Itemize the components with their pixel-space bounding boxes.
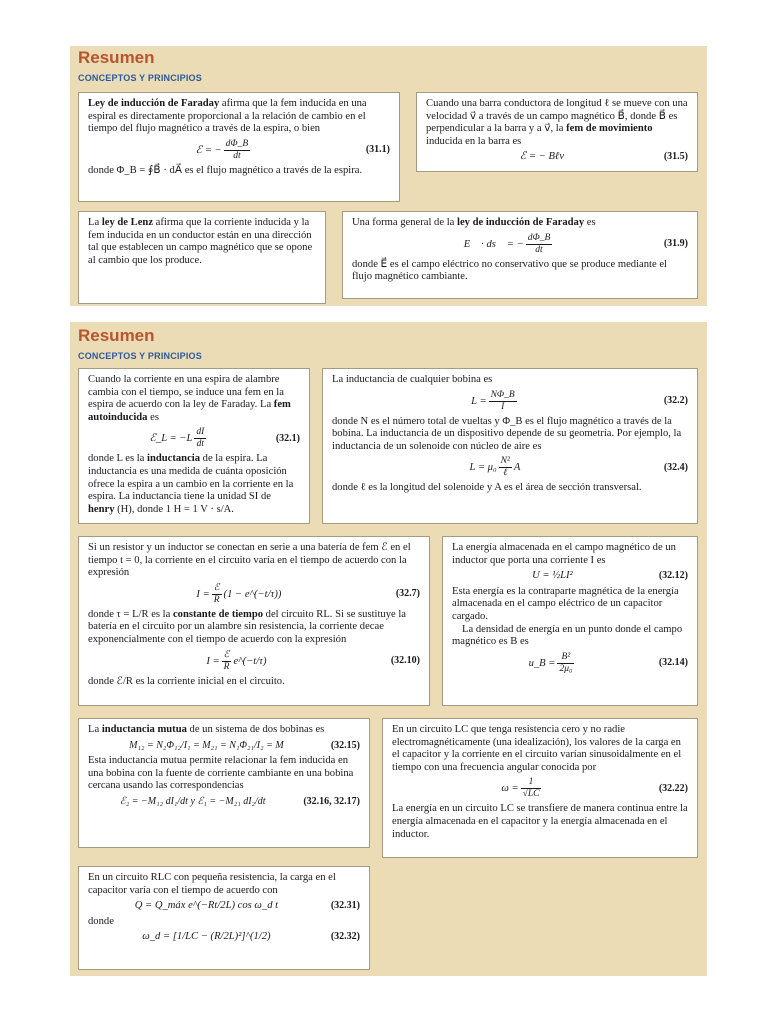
energy-mid-2: La densidad de energía en un punto donde el campo magnético es B es	[452, 623, 683, 648]
eq-lhs: ∮E⃗ · ds⃗ = −	[455, 238, 524, 250]
eq-lhs: L =	[471, 395, 487, 407]
equation-32-14	[452, 652, 688, 675]
eq-den: ℓ	[503, 468, 508, 479]
general-after: donde E⃗ es el campo eléctrico no conservativo que se produce mediante el flujo magnético cambiante.	[352, 258, 667, 283]
equation-31-5	[426, 151, 688, 164]
equation-32-2	[332, 390, 688, 413]
lc-circuit-box	[382, 718, 698, 858]
eq-number: (31.9)	[663, 237, 688, 249]
term-motional-emf: fem de movimiento	[566, 123, 653, 135]
mutual-text-2: de un sistema de dos bobinas es	[186, 724, 325, 735]
equation-32-32	[88, 931, 360, 944]
eq-number: (32.16, 32.17)	[303, 795, 360, 807]
eq-lhs: ℰ_L = −L	[149, 433, 193, 445]
faraday-general-box	[342, 211, 698, 299]
eq-body: U = ½LI²	[532, 570, 573, 582]
magnetic-energy-box	[442, 536, 698, 706]
eq-number: (32.32)	[330, 931, 360, 943]
eq-den: R	[223, 661, 230, 672]
eq-den: 2μ₀	[559, 663, 573, 674]
term-time-constant: constante de tiempo	[172, 608, 264, 620]
equation-32-22	[392, 777, 688, 800]
energy-text: La energía almacenada en el campo magnético de un inductor que porta una corriente I es	[452, 542, 676, 566]
eq-number: (32.15)	[330, 739, 360, 751]
lc-after: La energía en un circuito LC se transfiere de manera continua entre la energía almacenada en el capacitor y la energía almacenada en el inductor.	[392, 803, 688, 840]
faraday-law-box	[78, 92, 400, 202]
eq-body: Q = Q_máx e^(−Rt/2L) cos ω_d t	[134, 900, 279, 912]
eq-body: ℰ = − Bℓv	[519, 151, 565, 163]
coil-inductance-box	[322, 368, 698, 524]
eq-number: (32.12)	[658, 570, 688, 582]
self-after-3: (H), donde 1 H = 1 V · s/A.	[114, 503, 234, 515]
summary-panel-ch32	[70, 322, 707, 976]
eq-lhs: ω =	[501, 783, 519, 795]
faraday-after: donde Φ_B = ∮B⃗ · dA⃗ es el flujo magnético a través de la espira.	[88, 164, 363, 176]
eq-lhs: I =	[206, 655, 220, 667]
rl-mid-2: del circuito RL. Si se sustituye la batería en el circuito por un alambre sin resistencia, la corriente decae exponencialmente con el tiempo de acuerdo con la expresión	[88, 608, 407, 645]
eq-number: (32.22)	[658, 782, 688, 794]
eq-number: (31.1)	[365, 143, 390, 155]
eq-den: I	[501, 401, 505, 412]
rlc-mid: donde	[88, 915, 114, 927]
equation-32-15	[88, 740, 360, 753]
equation-32-10	[88, 650, 420, 673]
panel-subtitle: CONCEPTOS Y PRINCIPIOS	[78, 351, 202, 361]
eq-lhs: u_B =	[528, 657, 556, 669]
eq-num: 1	[521, 777, 542, 789]
motional-text-1: Cuando una barra conductora de longitud ℓ se mueve con una velocidad v⃗ a través de un campo magnético B⃗, donde B⃗ es perpendicular a la barra y a v⃗, la	[426, 98, 688, 135]
rl-circuit-box	[78, 536, 430, 706]
eq-num: ℰ	[222, 650, 232, 662]
self-after-1: donde L es la	[88, 453, 148, 465]
eq-den: dt	[196, 439, 205, 450]
equation-32-7	[88, 583, 420, 606]
rl-mid-1: donde τ = L/R es la	[88, 608, 173, 620]
eq-num: N²	[500, 456, 510, 467]
lenz-text-2: afirma que la corriente inducida y la fem inducida en un conductor están en una dirección tal que establecen un campo magnético que se opone al cambio que los produce.	[88, 217, 313, 266]
panel-title: Resumen	[78, 48, 155, 67]
eq-number: (32.2)	[663, 394, 688, 406]
equation-31-9	[352, 233, 688, 256]
eq-number: (32.14)	[658, 656, 688, 668]
term-inductance: inductancia	[147, 453, 201, 465]
general-text-2: es	[584, 217, 596, 228]
eq-rhs: e^(−t/τ)	[233, 655, 267, 667]
eq-rhs: A	[513, 462, 521, 474]
lenz-text-1: La	[88, 217, 102, 228]
term-mutual-inductance: inductancia mutua	[101, 724, 187, 735]
faraday-text: afirma que la fem inducida en una espiral es directamente proporcional a la relación de cambio en el tiempo del flujo magnético a través de la espira, o bien	[88, 98, 367, 135]
eq-num: B²	[557, 652, 574, 664]
term-faraday-general: ley de inducción de Faraday	[457, 217, 585, 228]
eq-number: (32.1)	[275, 432, 300, 444]
eq-num: dΦ_B	[527, 232, 551, 243]
term-henry: henry	[88, 503, 115, 515]
motional-text-2: inducida en la barra es	[426, 135, 522, 147]
eq-num: ℰ	[212, 583, 222, 595]
eq-lhs: L = μ₀	[469, 462, 497, 474]
panel-subtitle: CONCEPTOS Y PRINCIPIOS	[78, 73, 202, 83]
coil-after: donde ℓ es la longitud del solenoide y A es el área de sección transversal.	[332, 482, 642, 494]
equation-32-4	[332, 456, 688, 479]
eq-number: (31.5)	[663, 151, 688, 163]
mutual-inductance-box	[78, 718, 370, 848]
rl-text: Si un resistor y un inductor se conectan en serie a una batería de fem ℰ en el tiempo t = 0, la corriente en el circuito varía en el tiempo de acuerdo con la expresión	[88, 542, 411, 579]
eq-lhs: I =	[196, 588, 210, 600]
mutual-text-1: La	[88, 724, 102, 735]
eq-num: dΦ_B	[225, 138, 249, 149]
equation-32-1	[88, 427, 300, 450]
lc-text: En un circuito LC que tenga resistencia cero y no radie electromagnéticamente (una idealización), los valores de la carga en el capacitor y la corriente en el circuito varían sinusoidalmente en el tiempo con una frecuencia angular conocida por	[392, 724, 682, 773]
equation-32-12	[452, 570, 688, 583]
eq-body: ℰ₂ = −M₁₂ dI₁/dt y ℰ₁ = −M₂₁ dI₂/dt	[119, 795, 266, 807]
eq-den: R	[213, 594, 220, 605]
eq-num: dI	[196, 427, 205, 438]
coil-mid: donde N es el número total de vueltas y Φ_B es el flujo magnético a través de la bobina. La inductancia de un dispositivo depende de su geometría. Por ejemplo, la inductancia de un solenoide con núcleo de aire es	[332, 415, 682, 452]
coil-text: La inductancia de cualquier bobina es	[332, 374, 493, 385]
eq-rhs: (1 − e^(−t/τ))	[223, 588, 282, 600]
equation-32-31	[88, 900, 360, 913]
eq-lhs: ℰ = −	[195, 144, 222, 156]
equation-32-16-17	[88, 796, 360, 809]
panel-title: Resumen	[78, 326, 155, 345]
term-faraday: Ley de inducción de Faraday	[88, 98, 220, 109]
self-inductance-box	[78, 368, 310, 524]
motional-emf-box	[416, 92, 698, 172]
mutual-mid: Esta inductancia mutua permite relacionar la fem inducida en una bobina con la fuente de corriente cambiante en una bobina cercana usando las correspondencias	[88, 755, 354, 792]
eq-number: (32.4)	[663, 461, 688, 473]
rl-after: donde ℰ/R es la corriente inicial en el circuito.	[88, 675, 285, 687]
equation-31-1	[88, 139, 390, 162]
rlc-circuit-box	[78, 866, 370, 970]
rlc-text: En un circuito RLC con pequeña resistencia, la carga en el capacitor varía con el tiempo de acuerdo con	[88, 872, 336, 896]
self-ind-text-1: Cuando la corriente en una espira de alambre cambia con el tiempo, se induce una fem en la espira de acuerdo con la ley de Faraday. La	[88, 374, 284, 411]
eq-number: (32.31)	[330, 900, 360, 912]
self-after-2: de la espira. La inductancia es una medida de cuánta oposición ofrece la espira a un cambio en la corriente en la espira. La inductancia tiene la unidad SI de	[88, 453, 294, 503]
eq-den: dt	[535, 244, 543, 255]
eq-den: √LC	[522, 789, 540, 800]
energy-mid: Esta energía es la contraparte magnética de la energía almacenada en el campo eléctrico de un capacitor cargado.	[452, 585, 679, 622]
eq-num: NΦ_B	[490, 389, 515, 400]
eq-body: M₁₂ = N₂Φ₁₂/I₁ = M₂₁ = N₁Φ₂₁/I₂ = M	[129, 739, 284, 751]
eq-number: (32.7)	[395, 587, 420, 599]
eq-body: ω_d = [1/LC − (R/2L)²]^(1/2)	[142, 931, 271, 943]
general-text-1: Una forma general de la	[352, 217, 458, 228]
lenz-law-box	[78, 211, 326, 304]
term-self-emf: fem autoinducida	[88, 399, 291, 423]
term-lenz: ley de Lenz	[101, 217, 154, 228]
eq-number: (32.10)	[390, 654, 420, 666]
self-ind-text-2: es	[147, 411, 159, 423]
summary-panel-ch31	[70, 46, 707, 306]
eq-den: dt	[233, 150, 241, 161]
